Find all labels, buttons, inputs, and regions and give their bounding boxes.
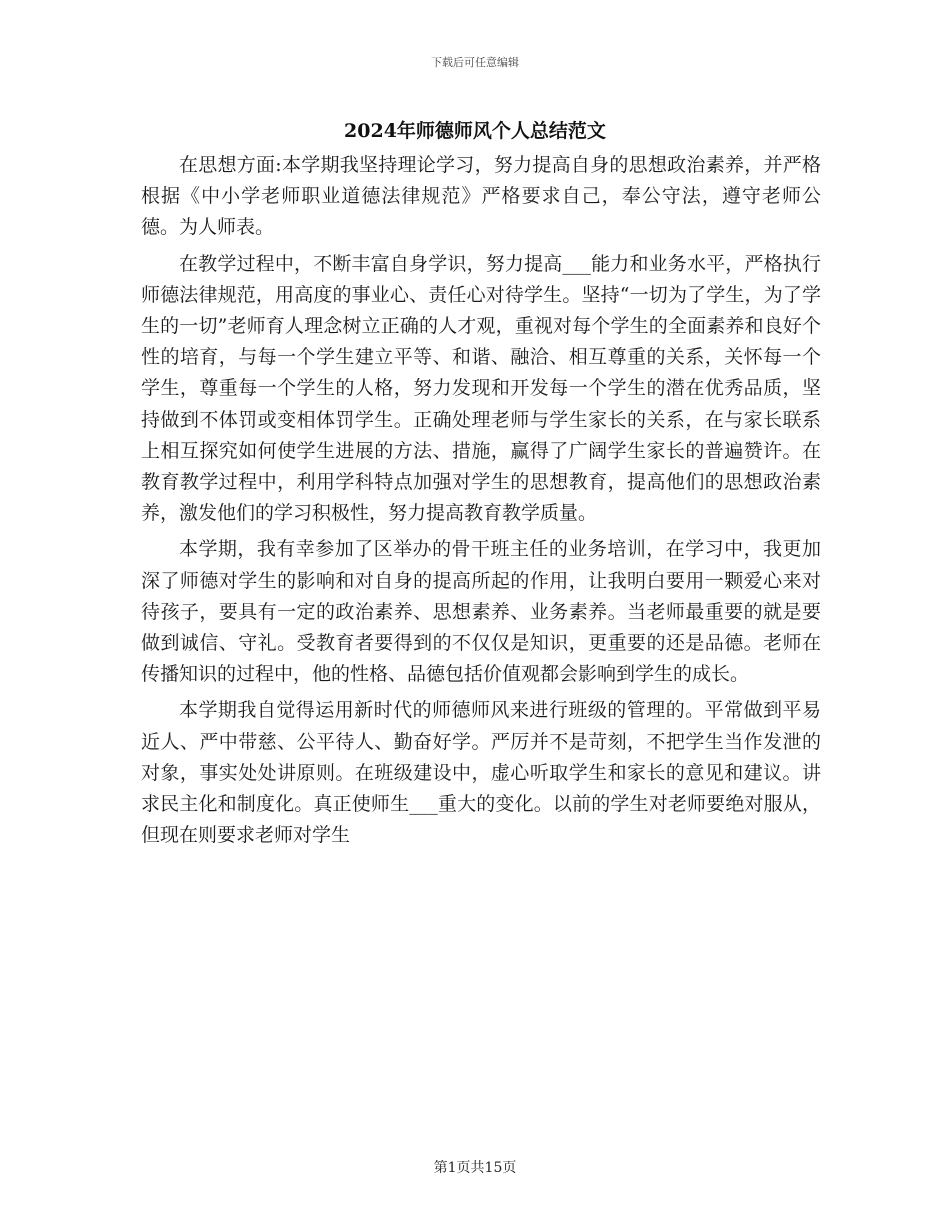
- document-title: 2024年师德师风个人总结范文: [344, 120, 606, 142]
- document-body: [141, 150, 821, 856]
- paragraph-1: 在思想方面:本学期我坚持理论学习，努力提高自身的思想政治素养，并严格根据《中小学老师职业道德法律规范》严格要求自己，奉公守法，遵守老师公德。为人师表。: [141, 154, 821, 239]
- paragraph-2: 在教学过程中，不断丰富自身学识，努力提高___能力和业务水平，严格执行师德法律规范，用高度的事业心、责任心对待学生。坚持“一切为了学生，为了学生的一切”老师育人理念树立正确的人才观，重视对每个学生的全面素养和良好个性的培育，与每一个学生建立平等、和谐、融洽、相互尊重的关系，关怀每一个学生，尊重每一个学生的人格，努力发现和开发每一个学生的潜在优秀品质，坚持做到不体罚或变相体罚学生。正确处理老师与学生家长的关系，在与家长联系上相互探究如何使学生进展的方法、措施，赢得了广阔学生家长的普遍赞许。在教育教学过程中，利用学科特点加强对学生的思想教育，提高他们的思想政治素养，激发他们的学习积极性，努力提高教育教学质量。: [141, 252, 821, 525]
- paragraph-4: 本学期我自觉得运用新时代的师德师风来进行班级的管理的。平常做到平易近人、严中带慈、公平待人、勤奋好学。严厉并不是苛刻，不把学生当作发泄的对象，事实处处讲原则。在班级建设中，虚心听取学生和家长的意见和建议。讲求民主化和制度化。真正使师生___重大的变化。以前的学生对老师要绝对服从，但现在则要求老师对学生: [141, 699, 821, 847]
- page-footer: 第1页共15页: [433, 1160, 517, 1176]
- paragraph-3: 本学期，我有幸参加了区举办的骨干班主任的业务培训，在学习中，我更加深了师德对学生的影响和对自身的提高所起的作用，让我明白要用一颗爱心来对待孩子，要具有一定的政治素养、思想素养、业务素养。当老师最重要的就是要做到诚信、守礼。受教育者要得到的不仅仅是知识，更重要的还是品德。老师在传播知识的过程中，他的性格、品德包括价值观都会影响到学生的成长。: [141, 538, 821, 686]
- header-note: 下载后可任意编辑: [431, 56, 519, 69]
